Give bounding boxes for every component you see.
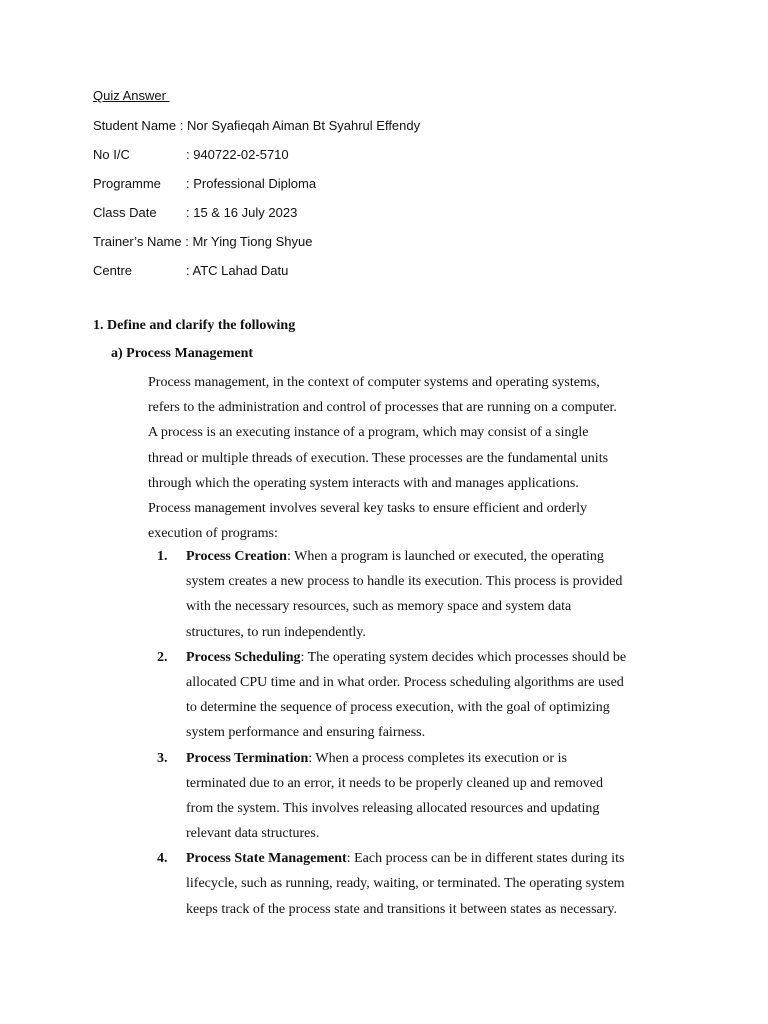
paragraph-line: Process management, in the context of computer systems and operating systems,	[148, 375, 600, 390]
list-item-first-line	[186, 544, 688, 569]
list-item-line: keeps track of the process state and transitions it between states as necessary.	[186, 901, 617, 917]
info-row-trainer	[93, 233, 312, 251]
list-item-number: 3.	[157, 750, 168, 766]
paragraph-line: Process management involves several key tasks to ensure efficient and orderly	[148, 500, 588, 516]
paragraph-line: refers to the administration and control of processes that are running on a computer.	[148, 400, 617, 416]
student-name-value: : Nor Syafieqah Aiman Bt Syahrul Effendy	[179, 118, 421, 133]
list-item-number: 4.	[157, 851, 168, 867]
list-item	[148, 846, 688, 922]
list-item-line: to determine the sequence of process execution, with the goal of optimizing	[186, 700, 610, 716]
list-item	[148, 544, 688, 645]
paragraph-line: thread or multiple threads of execution. These processes are the fundamental units	[148, 450, 609, 466]
list-item-first-line	[186, 846, 688, 871]
list-item	[148, 746, 688, 847]
list-item-line: lifecycle, such as running, ready, waiting, or terminated. The operating system	[186, 876, 625, 892]
trainer-label: Trainer’s Name	[93, 234, 182, 249]
list-item-line: from the system. This involves releasing allocated resources and updating	[186, 800, 600, 816]
question-subheading: a) Process Management	[111, 346, 254, 361]
trainer-value: : Mr Ying Tiong Shyue	[185, 234, 313, 249]
student-name-label: Student Name	[93, 118, 177, 133]
question-heading: 1. Define and clarify the following	[93, 318, 296, 333]
list-item-term: Process Termination	[186, 750, 309, 766]
list-item-text: : When a program is launched or executed, the operating	[286, 549, 604, 564]
ic-label: No I/C	[93, 147, 130, 162]
list-item	[148, 645, 688, 746]
list-item-line: structures, to run independently.	[186, 624, 366, 640]
list-item-term: Process Scheduling	[186, 649, 301, 665]
paragraph-line: through which the operating system interacts with and manages applications.	[148, 475, 579, 491]
centre-label: Centre	[93, 263, 133, 278]
list-item-line: allocated CPU time and in what order. Process scheduling algorithms are used	[186, 674, 624, 690]
info-row-programme	[93, 175, 317, 193]
info-row-class-date	[93, 204, 298, 222]
class-date-value: : 15 & 16 July 2023	[186, 205, 298, 220]
list-item-line: terminated due to an error, it needs to be properly cleaned up and removed	[186, 775, 603, 791]
centre-value: : ATC Lahad Datu	[186, 263, 289, 278]
programme-label: Programme	[93, 176, 161, 191]
list-item-line: with the necessary resources, such as memory space and system data	[186, 599, 572, 615]
list-item-first-line	[186, 645, 688, 670]
list-item-text: : When a process completes its execution or is	[308, 750, 567, 766]
list-item-first-line	[186, 746, 688, 771]
ic-value: : 940722-02-5710	[186, 147, 289, 162]
paragraph-line: A process is an executing instance of a program, which may consist of a single	[148, 425, 589, 441]
info-row-centre	[93, 262, 289, 280]
list-item-text: : The operating system decides which processes should be	[300, 649, 627, 665]
info-row-student-name	[93, 117, 420, 135]
programme-value: : Professional Diploma	[186, 176, 317, 191]
list-item-term: Process Creation	[186, 549, 287, 564]
paragraph-line: execution of programs:	[148, 526, 278, 542]
list-item-term: Process State Management	[186, 851, 347, 867]
list-item-text: : Each process can be in different states during its	[346, 851, 625, 867]
quiz-title: Quiz Answer	[93, 88, 170, 103]
list-item-line: system creates a new process to handle its execution. This process is provided	[186, 574, 623, 590]
list-item-number: 1.	[157, 549, 168, 564]
list-item-line: relevant data structures.	[186, 826, 320, 842]
list-item-line: system performance and ensuring fairness.	[186, 725, 426, 741]
list-item-number: 2.	[157, 649, 168, 665]
intro-paragraph	[148, 370, 668, 546]
numbered-list	[148, 544, 688, 922]
class-date-label: Class Date	[93, 205, 157, 220]
info-row-ic	[93, 146, 289, 164]
